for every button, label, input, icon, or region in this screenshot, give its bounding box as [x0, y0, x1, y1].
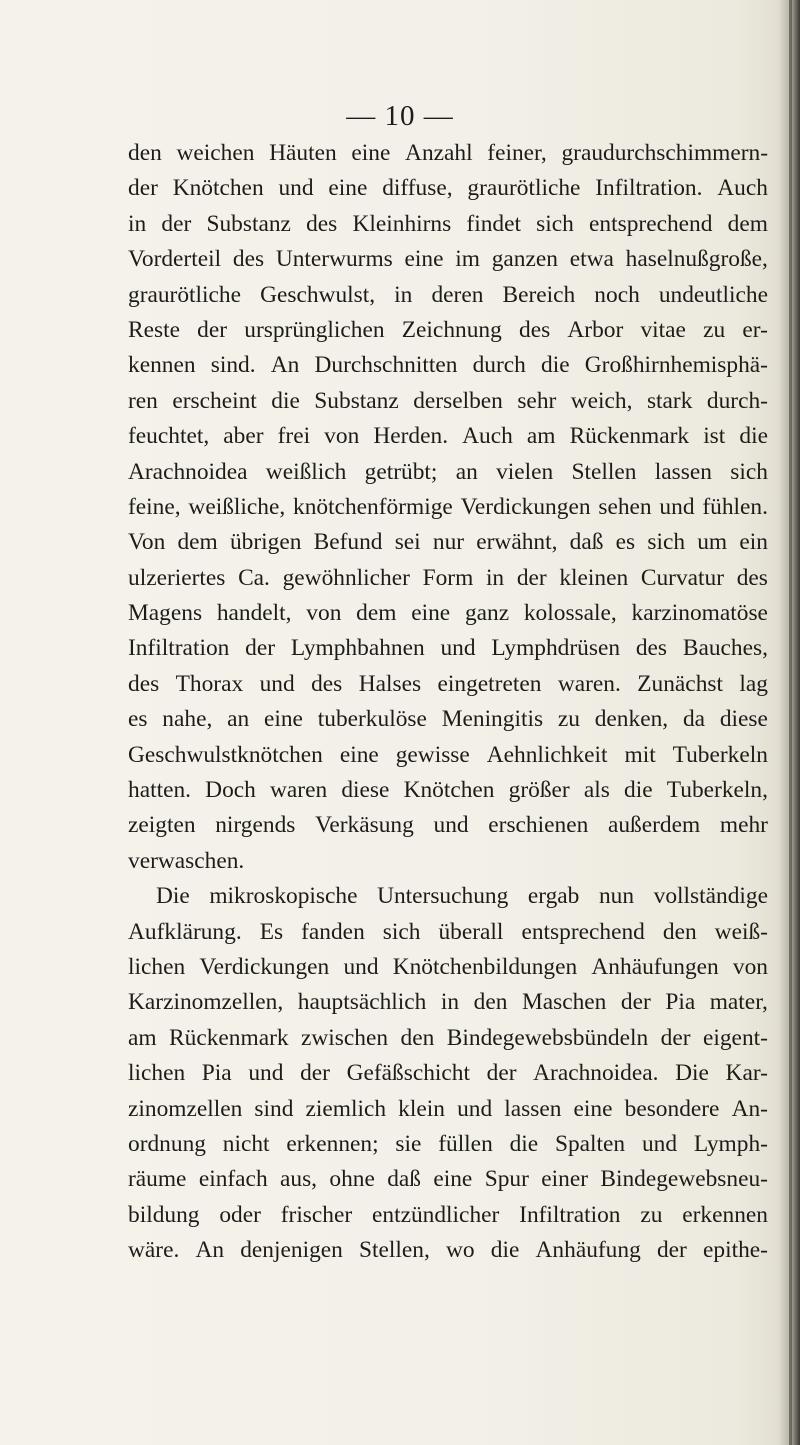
word: die — [490, 1237, 520, 1264]
word: nirgends — [215, 812, 296, 839]
text-line — [128, 915, 768, 950]
word: eine — [263, 706, 303, 733]
word: sich — [647, 529, 686, 556]
word: Curvatur — [640, 564, 725, 591]
word: mater, — [709, 989, 768, 1016]
word: Vorderteil — [128, 246, 222, 273]
word: Die — [156, 883, 190, 910]
word: am — [526, 423, 556, 450]
word: klein — [398, 1095, 445, 1122]
word: kennen — [128, 352, 196, 379]
word: waren — [270, 777, 328, 804]
word: handelt, — [216, 600, 292, 627]
word: und — [259, 670, 295, 697]
word: eigent- — [702, 1024, 768, 1051]
word: frei — [277, 423, 311, 450]
word: Doch — [205, 777, 256, 804]
word: getrübt; — [364, 458, 438, 485]
word: Infiltration. — [595, 175, 703, 202]
word: Bindegewebsbündeln — [446, 1024, 649, 1051]
word: Großhirnhemisphä- — [584, 352, 768, 379]
word: Infiltration — [128, 635, 230, 662]
word: tuberkulöse — [317, 706, 427, 733]
word: in — [440, 989, 460, 1016]
word: Aehnlichkeit — [486, 741, 608, 768]
word: derselben — [413, 387, 503, 414]
word: entzündlicher — [372, 1201, 500, 1228]
word: erschienen — [488, 812, 589, 839]
word: mehr — [719, 812, 768, 839]
word: die — [739, 423, 768, 450]
word: ohne — [329, 1166, 375, 1193]
word: von — [306, 600, 342, 627]
word: zwischen — [301, 1024, 389, 1051]
word: Bindegewebsneu- — [600, 1166, 768, 1193]
word: überall — [438, 918, 504, 945]
text-line: verwaschen. — [128, 847, 245, 874]
text-line — [128, 1162, 768, 1197]
word: es — [128, 706, 148, 733]
word: Befund — [313, 529, 383, 556]
word: lichen — [128, 1060, 186, 1087]
word: Infiltration — [519, 1201, 621, 1228]
word: Bauches, — [682, 635, 768, 662]
word: sehr — [517, 387, 557, 414]
word: des — [306, 210, 338, 237]
word: des — [311, 670, 343, 697]
word: Lymph- — [693, 1130, 768, 1157]
word: und — [433, 812, 469, 839]
word: größer — [508, 777, 570, 804]
word: Anzahl — [405, 140, 473, 166]
word: einer — [541, 1166, 588, 1193]
word: karzinomatöse — [631, 600, 768, 627]
word: eine — [339, 741, 379, 768]
word: Spur — [484, 1166, 529, 1193]
word: Häuten — [269, 140, 337, 166]
word: zinomzellen — [128, 1095, 243, 1122]
word: räume — [128, 1166, 187, 1193]
word: daß — [569, 529, 604, 556]
word: wo — [446, 1237, 475, 1264]
word: ursprünglichen — [244, 316, 385, 343]
word: weich, — [570, 387, 633, 414]
word: Karzinomzellen, — [128, 989, 284, 1016]
word: Auch — [717, 175, 768, 202]
text-line — [128, 1198, 768, 1233]
word: gewisse — [395, 741, 470, 768]
word: die — [624, 777, 653, 804]
word: Zeichnung — [401, 316, 502, 343]
word: eine — [351, 140, 391, 166]
word: etwa — [569, 246, 614, 273]
word: des — [736, 564, 768, 591]
word: denjenigen — [240, 1237, 343, 1264]
word: fanden — [301, 918, 365, 945]
word: er- — [742, 316, 768, 343]
text-line — [128, 419, 768, 454]
word: eine — [404, 246, 444, 273]
word: zeigten — [128, 812, 196, 839]
word: oder — [219, 1201, 261, 1228]
word: Lymphbahnen — [290, 635, 425, 662]
word: der — [128, 175, 158, 202]
word: Auch — [462, 423, 513, 450]
word: sind — [254, 1095, 294, 1122]
word: undeutliche — [658, 281, 768, 308]
word: Kar- — [725, 1060, 768, 1087]
word: ergab — [527, 883, 580, 910]
word: erkennen; — [286, 1130, 379, 1157]
word: vielen — [496, 458, 554, 485]
word: weichen — [176, 140, 255, 166]
text-line — [128, 384, 768, 419]
word: Thorax — [175, 670, 244, 697]
word: Arachnoidea — [128, 458, 248, 485]
word: daß — [387, 1166, 421, 1193]
word: vollständige — [653, 883, 768, 910]
word: diese — [719, 706, 768, 733]
word: es — [615, 529, 636, 556]
word: zu — [703, 316, 726, 343]
word: an — [227, 706, 250, 733]
word: ein — [739, 529, 768, 556]
text-line — [128, 808, 768, 843]
word: mikroskopische — [209, 883, 358, 910]
word: nur — [432, 529, 465, 556]
word: zu — [557, 706, 580, 733]
word: An — [270, 352, 300, 379]
word: Anhäufungen — [591, 953, 719, 980]
text-line — [128, 1092, 768, 1127]
word: lag — [739, 670, 768, 697]
word: der — [660, 1024, 691, 1051]
word: Arachnoidea. — [533, 1060, 659, 1087]
word: weißlich — [265, 458, 347, 485]
word: von — [324, 423, 360, 450]
word: um — [697, 529, 728, 556]
word: ist — [703, 423, 726, 450]
word: ordnung — [128, 1130, 206, 1157]
text-line — [128, 1056, 768, 1091]
word: epithe- — [703, 1237, 768, 1264]
word: weiß- — [714, 918, 768, 945]
word: dem — [356, 600, 397, 627]
word: Knötchenbildungen — [392, 953, 578, 980]
word: ulzeriertes — [128, 564, 226, 591]
word: nicht — [222, 1130, 270, 1157]
word: Herden. — [373, 423, 449, 450]
word: durch- — [706, 387, 768, 414]
word: wäre. — [128, 1237, 180, 1264]
word: Verdickungen — [199, 953, 330, 980]
word: Tuberkeln — [672, 741, 768, 768]
word: des — [635, 635, 668, 662]
text-line — [128, 242, 768, 277]
word: Rückenmark — [569, 423, 690, 450]
word: An- — [731, 1095, 768, 1122]
word: der — [620, 989, 651, 1016]
word: Kleinhirns — [352, 210, 452, 237]
word: der — [486, 1060, 517, 1087]
word: den — [662, 918, 697, 945]
word: aus, — [280, 1166, 318, 1193]
word: sind. — [210, 352, 256, 379]
word: nun — [598, 883, 635, 910]
word: sie — [395, 1130, 422, 1157]
word: eine — [411, 600, 451, 627]
word: Spalten — [554, 1130, 626, 1157]
word: die — [541, 352, 570, 379]
text-line — [128, 455, 768, 490]
word: mit — [624, 741, 656, 768]
word: in — [128, 210, 147, 237]
word: und — [248, 1060, 284, 1087]
word: diese — [341, 777, 390, 804]
word: lassen — [504, 1095, 562, 1122]
word: eingetreten — [437, 670, 542, 697]
word: eine — [328, 175, 368, 202]
word: Aufklärung. — [128, 918, 242, 945]
word: weißliche, — [188, 493, 286, 520]
word: Maschen — [521, 989, 607, 1016]
word: in — [394, 281, 413, 308]
text-line — [128, 278, 768, 313]
word: von — [732, 953, 768, 980]
word: und — [659, 493, 695, 520]
word: ren — [128, 387, 158, 414]
word: außerdem — [607, 812, 701, 839]
word: sei — [394, 529, 421, 556]
word: dem — [177, 529, 218, 556]
word: besondere — [624, 1095, 720, 1122]
word: den — [400, 1024, 435, 1051]
word: übrigen — [229, 529, 302, 556]
word: und — [440, 635, 476, 662]
word: Bereich — [502, 281, 576, 308]
word: zu — [640, 1201, 663, 1228]
word: die — [271, 387, 300, 414]
word: graurötliche — [467, 175, 581, 202]
word: Lymphdrüsen — [491, 635, 621, 662]
word: Geschwulstknötchen — [128, 741, 323, 768]
word: stark — [646, 387, 693, 414]
word: Magens — [128, 600, 203, 627]
word: Arbor — [567, 316, 624, 343]
word: fühlen. — [702, 493, 768, 520]
text-line — [128, 702, 768, 737]
word: Es — [259, 918, 284, 945]
word: hauptsächlich — [297, 989, 427, 1016]
text-line — [128, 738, 768, 773]
body-text — [128, 136, 768, 1269]
text-line — [128, 985, 768, 1020]
word: des — [232, 246, 265, 273]
word: Tuberkeln, — [666, 777, 768, 804]
word: Geschwulst, — [260, 281, 376, 308]
text-line — [128, 879, 768, 914]
word: und — [343, 953, 379, 980]
word: Substanz — [314, 387, 399, 414]
page-number: — 10 — — [346, 100, 454, 132]
word: erwähnt, — [476, 529, 558, 556]
word: den — [473, 989, 508, 1016]
word: die — [509, 1130, 539, 1157]
word: Stellen — [571, 458, 637, 485]
word: sehen — [598, 493, 652, 520]
word: hatten. — [128, 777, 191, 804]
word: im — [455, 246, 480, 273]
text-line — [128, 490, 768, 525]
spine-edge — [789, 0, 792, 1445]
word: und — [278, 175, 314, 202]
word: und — [457, 1095, 493, 1122]
word: Reste — [128, 316, 180, 343]
word: Verkäsung — [315, 812, 414, 839]
word: der — [656, 1237, 687, 1264]
word: dem — [727, 210, 768, 237]
word: deren — [431, 281, 484, 308]
word: am — [128, 1024, 157, 1051]
text-line — [128, 525, 768, 560]
word: durch — [472, 352, 526, 379]
word: als — [583, 777, 610, 804]
word: kolossale, — [523, 600, 617, 627]
text-line — [128, 136, 768, 171]
word: ganzen — [491, 246, 558, 273]
word: Anhäufung — [535, 1237, 641, 1264]
word: des — [519, 316, 551, 343]
text-line — [128, 773, 768, 808]
word: Meningitis — [441, 706, 544, 733]
word: der — [197, 316, 228, 343]
word: da — [682, 706, 706, 733]
word: graurötliche — [128, 281, 242, 308]
word: lassen — [654, 458, 712, 485]
word: ganz — [464, 600, 510, 627]
word: feine, — [128, 493, 181, 520]
word: feuchtet, — [128, 423, 210, 450]
word: füllen — [438, 1130, 493, 1157]
word: einfach — [198, 1166, 268, 1193]
word: Untersuchung — [377, 883, 509, 910]
word: bildung — [128, 1201, 200, 1228]
word: An — [195, 1237, 225, 1264]
word: diffuse, — [382, 175, 453, 202]
word: haselnußgroße, — [625, 246, 768, 273]
word: lichen — [128, 953, 186, 980]
word: den — [128, 140, 162, 166]
word: in — [485, 564, 505, 591]
text-line — [128, 348, 768, 383]
word: Durchschnitten — [314, 352, 458, 379]
word: eine — [573, 1095, 613, 1122]
word: der — [161, 210, 192, 237]
word: sich — [382, 918, 421, 945]
word: gewöhnlicher — [282, 564, 410, 591]
word: Die — [675, 1060, 709, 1087]
word: vitae — [640, 316, 686, 343]
word: Halses — [358, 670, 422, 697]
text-line — [128, 171, 768, 206]
word: kleinen — [559, 564, 629, 591]
word: und — [641, 1130, 678, 1157]
text-line — [128, 561, 768, 596]
word: erscheint — [172, 387, 257, 414]
word: sich — [730, 458, 768, 485]
text-line — [128, 1233, 768, 1268]
word: an — [455, 458, 478, 485]
word: Knötchen — [403, 777, 495, 804]
word: eine — [433, 1166, 473, 1193]
word: feiner, — [487, 140, 547, 166]
word: des — [128, 670, 160, 697]
word: sich — [536, 210, 574, 237]
word: graudurchschimmern- — [561, 140, 768, 166]
text-line — [128, 667, 768, 702]
word: findet — [466, 210, 521, 237]
word: Pia — [201, 1060, 232, 1087]
text-line — [128, 950, 768, 985]
word: aber — [223, 423, 264, 450]
text-line — [128, 313, 768, 348]
text-line — [128, 1127, 768, 1162]
text-line — [128, 207, 768, 242]
word: noch — [594, 281, 640, 308]
word: Verdickungen — [460, 493, 591, 520]
word: nahe, — [162, 706, 213, 733]
word: Unterwurms — [275, 246, 393, 273]
word: Rückenmark — [169, 1024, 289, 1051]
text-line — [128, 631, 768, 666]
word: Form — [422, 564, 474, 591]
text-line — [128, 1021, 768, 1056]
word: knötchenförmige — [293, 493, 453, 520]
word: erkennen — [682, 1201, 768, 1228]
word: entsprechend — [589, 210, 713, 237]
word: waren. — [557, 670, 621, 697]
word: Von — [128, 529, 166, 556]
word: Knötchen — [172, 175, 264, 202]
word: Zunächst — [637, 670, 723, 697]
text-line — [128, 596, 768, 631]
word: frischer — [280, 1201, 353, 1228]
word: Ca. — [238, 564, 270, 591]
word: Stellen, — [359, 1237, 430, 1264]
word: Substanz — [206, 210, 291, 237]
word: der — [300, 1060, 330, 1087]
word: der — [516, 564, 547, 591]
word: denken, — [594, 706, 669, 733]
word: ziemlich — [305, 1095, 387, 1122]
word: entsprechend — [521, 918, 645, 945]
word: Gefäßschicht — [346, 1060, 470, 1087]
word: Pia — [665, 989, 696, 1016]
word: der — [245, 635, 276, 662]
